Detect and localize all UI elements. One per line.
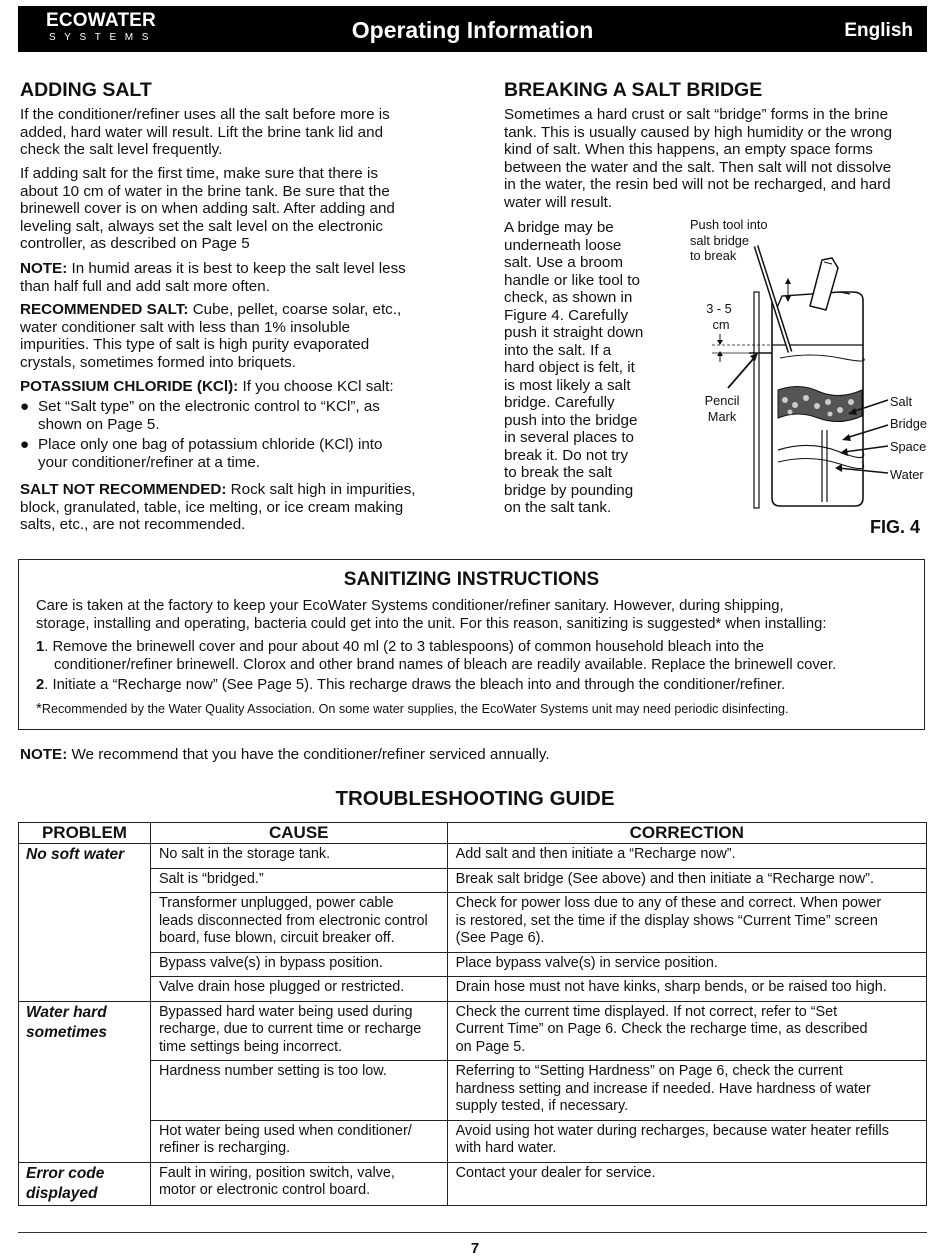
sanitizing-step-1 <box>36 639 836 674</box>
text-line: between the water and the salt. Then salt will not dissolve <box>504 158 892 176</box>
correction-cell <box>447 1162 926 1205</box>
kcl-intro <box>20 378 394 396</box>
salt-bridge-p1 <box>504 106 892 211</box>
text-line: Hot water being used when conditioner/ <box>158 1122 412 1139</box>
text-line: conditioner/refiner brinewell. Clorox and other brand names of bleach are readily available. Replace the brinewell cover. <box>54 656 837 673</box>
text-line: on Page 5. <box>455 1038 526 1055</box>
text-line: bridge. Carefully <box>504 394 615 411</box>
text-line: Check for power loss due to any of these and correct. When power <box>455 895 882 911</box>
footer-rule <box>18 1232 927 1233</box>
brine-tank-illustration <box>680 240 920 515</box>
text-line: water will result. <box>504 193 613 211</box>
text-line: Contact your dealer for service. <box>455 1164 656 1181</box>
text-line: check, as shown in <box>504 289 633 306</box>
salt-bridge-p2 <box>504 219 643 517</box>
page-number: 7 <box>470 1240 480 1257</box>
text-line: If adding salt for the first time, make sure that there is <box>20 165 378 182</box>
text-line: Push tool into <box>690 217 768 232</box>
correction-cell <box>447 952 926 977</box>
text-line: Error code <box>26 1164 105 1182</box>
text-line: kind of salt. When this happens, an empty space forms <box>504 141 873 158</box>
troubleshooting-title: TROUBLESHOOTING GUIDE <box>335 787 615 810</box>
text-line: brinewell cover is on when adding salt. After adding and <box>20 200 395 217</box>
text-line: water conditioner salt with less than 1% insoluble <box>20 318 351 336</box>
step-number: 2 <box>36 677 45 693</box>
text-line: Cube, pellet, coarse solar, etc., <box>188 301 402 318</box>
text-line: added, hard water will result. Lift the brine tank lid and <box>20 123 384 141</box>
correction-cell <box>447 1120 926 1162</box>
page-title: Operating Information <box>351 17 594 43</box>
cause-cell <box>150 952 447 977</box>
text-line: block, granulated, table, ice melting, or ice cream making <box>20 498 404 516</box>
text-line: Drain hose must not have kinks, sharp bends, or be raised too high. <box>455 979 887 995</box>
list-item <box>18 398 380 433</box>
water-label: Water <box>890 467 924 482</box>
text-line: In humid areas it is best to keep the salt level less <box>67 260 406 277</box>
text-line: bridge by pounding <box>504 481 634 499</box>
text-line: salt bridge <box>690 232 750 248</box>
text-line: is most likely a salt <box>504 376 631 394</box>
text-line: underneath loose <box>504 236 622 254</box>
space-label: Space <box>890 439 927 454</box>
text-line: tank. This is usually caused by high humidity or the wrong <box>504 123 893 141</box>
adding-salt-heading: ADDING SALT <box>20 79 152 101</box>
table-row <box>19 952 927 977</box>
sanitizing-footnote <box>36 700 788 719</box>
text-line: supply tested, if necessary. <box>455 1098 629 1114</box>
text-line: shown on Page 5. <box>38 415 160 433</box>
text-line: your conditioner/refiner at a time. <box>38 453 261 471</box>
correction-cell <box>447 893 926 953</box>
text-line: Current Time” on Page 6. Check the recharge time, as described <box>455 1021 868 1037</box>
problem-cell <box>19 1162 151 1205</box>
bullet-icon: ● <box>20 436 30 453</box>
text-line: Set “Salt type” on the electronic control to “KCl”, as <box>38 398 380 415</box>
troubleshooting-table <box>18 822 927 1206</box>
salt-bridge-heading: BREAKING A SALT BRIDGE <box>504 79 763 101</box>
salt-label: Salt <box>890 394 913 409</box>
salt-not-recommended <box>20 481 416 534</box>
note-label: NOTE: <box>20 260 68 277</box>
table-row <box>19 1120 927 1162</box>
text-line: salt. Use a broom <box>504 254 624 271</box>
push-tool-label <box>690 217 768 264</box>
text-line: is restored, set the time if the display shows “Current Time” screen <box>455 912 878 929</box>
text-line: Hardness number setting is too low. <box>158 1063 387 1079</box>
text-line: Recommended by the Water Quality Association. On some water supplies, the EcoWater Systems unit may need periodic disinfecting. <box>41 702 789 716</box>
text-line: recharge, due to current time or recharge <box>158 1021 422 1037</box>
table-row <box>19 1162 927 1205</box>
text-line: Add salt and then initiate a “Recharge now”. <box>455 846 736 862</box>
problem-cell <box>19 1001 151 1162</box>
list-item <box>18 436 382 471</box>
text-line: Bypassed hard water being used during <box>158 1003 413 1020</box>
text-line: board, fuse blown, circuit breaker off. <box>158 930 395 946</box>
cause-cell <box>150 893 447 953</box>
column-header: PROBLEM <box>19 823 151 844</box>
text-line: storage, installing and operating, bacteria could get into the unit. For this reason, sanitizing is suggested* when installing: <box>36 615 827 632</box>
table-row <box>19 1061 927 1121</box>
text-line: . Remove the brinewell cover and pour about 40 ml (2 to 3 tablespoons) of common household bleach into the <box>44 639 764 655</box>
text-line: sometimes <box>26 1023 107 1041</box>
text-line: 3 - 5 <box>706 301 732 316</box>
text-line: Salt is “bridged.” <box>158 870 264 887</box>
text-line: Fault in wiring, position switch, valve, <box>158 1164 395 1181</box>
text-line: in several places to <box>504 429 635 446</box>
figure-caption: FIG. 4 <box>870 517 921 537</box>
text-line: If you choose KCl salt: <box>238 378 394 395</box>
note-label: NOTE: <box>20 746 68 763</box>
measure-label <box>707 301 735 332</box>
notrec-label: SALT NOT RECOMMENDED: <box>20 481 227 498</box>
text-line: If the conditioner/refiner uses all the salt before more is <box>20 106 390 123</box>
language-label: English <box>844 20 913 41</box>
adding-salt-p2 <box>20 165 395 253</box>
text-line: (See Page 6). <box>455 930 545 946</box>
column-header: CAUSE <box>150 823 447 844</box>
table-row <box>19 977 927 1002</box>
text-line: controller, as described on Page 5 <box>20 235 250 252</box>
bridge-label: Bridge <box>890 416 927 431</box>
correction-cell <box>447 844 926 869</box>
correction-cell <box>447 868 926 893</box>
column-header: CORRECTION <box>447 823 926 844</box>
cause-cell <box>150 868 447 893</box>
step-number: 1 <box>36 639 45 655</box>
correction-cell <box>447 977 926 1002</box>
table-row <box>19 1001 927 1061</box>
logo-wordmark: ECOWATER <box>46 10 156 31</box>
text-line: Place only one bag of potassium chloride (KCl) into <box>38 436 383 453</box>
text-line: Check the current time displayed. If not correct, refer to “Set <box>455 1003 838 1020</box>
text-line: Care is taken at the factory to keep your EcoWater Systems conditioner/refiner sanitary. However, during shipping, <box>36 598 784 614</box>
text-line: to break the salt <box>504 464 613 481</box>
correction-cell <box>447 1001 926 1061</box>
cause-cell <box>150 1162 447 1205</box>
rec-label: RECOMMENDED SALT: <box>20 301 189 318</box>
pencil-mark-label <box>702 393 742 424</box>
cause-cell <box>150 1001 447 1061</box>
text-line: into the salt. If a <box>504 341 612 359</box>
text-line: . Initiate a “Recharge now” (See Page 5). This recharge draws the bleach into and through the conditioner/refiner. <box>44 677 786 693</box>
text-line: check the salt level frequently. <box>20 141 223 158</box>
text-line: handle or like tool to <box>504 271 640 289</box>
sanitizing-title: SANITIZING INSTRUCTIONS <box>343 569 600 590</box>
text-line: push it straight down <box>504 324 644 341</box>
text-line: break it. Do not try <box>504 446 629 464</box>
text-line: crystals, sometimes formed into briquets. <box>20 353 297 371</box>
text-line: Figure 4. Carefully <box>504 306 629 324</box>
text-line: hard object is felt, it <box>504 359 635 376</box>
table-header-row <box>19 823 927 844</box>
text-line: No salt in the storage tank. <box>158 846 331 862</box>
text-line: than half full and add salt more often. <box>20 277 270 295</box>
cause-cell <box>150 977 447 1002</box>
table-row <box>19 868 927 893</box>
cause-cell <box>150 1061 447 1121</box>
service-note <box>20 746 550 764</box>
text-line: leveling salt, always set the salt level on the electronic <box>20 217 384 235</box>
table-row <box>19 893 927 953</box>
note-humid <box>20 260 406 295</box>
text-line: impurities. This type of salt is high purity evaporated <box>20 336 370 353</box>
text-line: Transformer unplugged, power cable <box>158 895 394 911</box>
text-line: Referring to “Setting Hardness” on Page 6, check the current <box>455 1063 843 1079</box>
text-line: No soft water <box>26 846 125 863</box>
text-line: Sometimes a hard crust or salt “bridge” forms in the brine <box>504 106 889 123</box>
text-line: salts, etc., are not recommended. <box>20 516 246 533</box>
text-line: Pencil <box>704 393 740 408</box>
text-line: cm <box>712 316 730 332</box>
text-line: push into the bridge <box>504 411 638 429</box>
text-line: on the salt tank. <box>504 499 612 516</box>
adding-salt-p1 <box>20 106 390 159</box>
sanitizing-step-2 <box>36 677 785 695</box>
text-line: hardness setting and increase if needed. Have hardness of water <box>455 1080 871 1097</box>
text-line: in the water, the resin bed will not be recharged, and hard <box>504 176 891 193</box>
text-line: Avoid using hot water during recharges, because water heater refills <box>455 1122 889 1139</box>
kcl-label: POTASSIUM CHLORIDE (KCl): <box>20 378 239 395</box>
text-line: with hard water. <box>455 1140 557 1156</box>
bullet-icon: ● <box>20 398 30 415</box>
page-header <box>18 6 927 52</box>
text-line: to break <box>690 248 737 263</box>
text-line: about 10 cm of water in the brine tank. Be sure that the <box>20 182 390 200</box>
text-line: Mark <box>707 408 737 424</box>
text-line: motor or electronic control board. <box>158 1182 371 1198</box>
cause-cell <box>150 844 447 869</box>
text-line: refiner is recharging. <box>158 1140 291 1156</box>
text-line: displayed <box>26 1184 98 1202</box>
text-line: A bridge may be <box>504 219 614 236</box>
correction-cell <box>447 1061 926 1121</box>
text-line: time settings being incorrect. <box>158 1038 343 1055</box>
table-row <box>19 844 927 869</box>
text-line: Rock salt high in impurities, <box>226 481 416 498</box>
sanitizing-intro <box>36 598 826 633</box>
text-line: Break salt bridge (See above) and then initiate a “Recharge now”. <box>455 870 874 887</box>
text-line: Valve drain hose plugged or restricted. <box>158 979 405 995</box>
problem-cell <box>19 844 151 1002</box>
troubleshooting-body <box>19 844 927 1206</box>
text-line: Water hard <box>26 1003 107 1021</box>
text-line: Bypass valve(s) in bypass position. <box>158 954 383 971</box>
logo-subtitle: SYSTEMS <box>49 32 157 43</box>
text-line: We recommend that you have the conditioner/refiner serviced annually. <box>67 746 550 763</box>
text-line: Place bypass valve(s) in service position. <box>455 954 718 971</box>
recommended-salt <box>20 301 401 371</box>
cause-cell <box>150 1120 447 1162</box>
text-line: leads disconnected from electronic control <box>158 912 428 929</box>
footnote-star: * <box>36 700 42 717</box>
sanitizing-box <box>18 559 925 730</box>
